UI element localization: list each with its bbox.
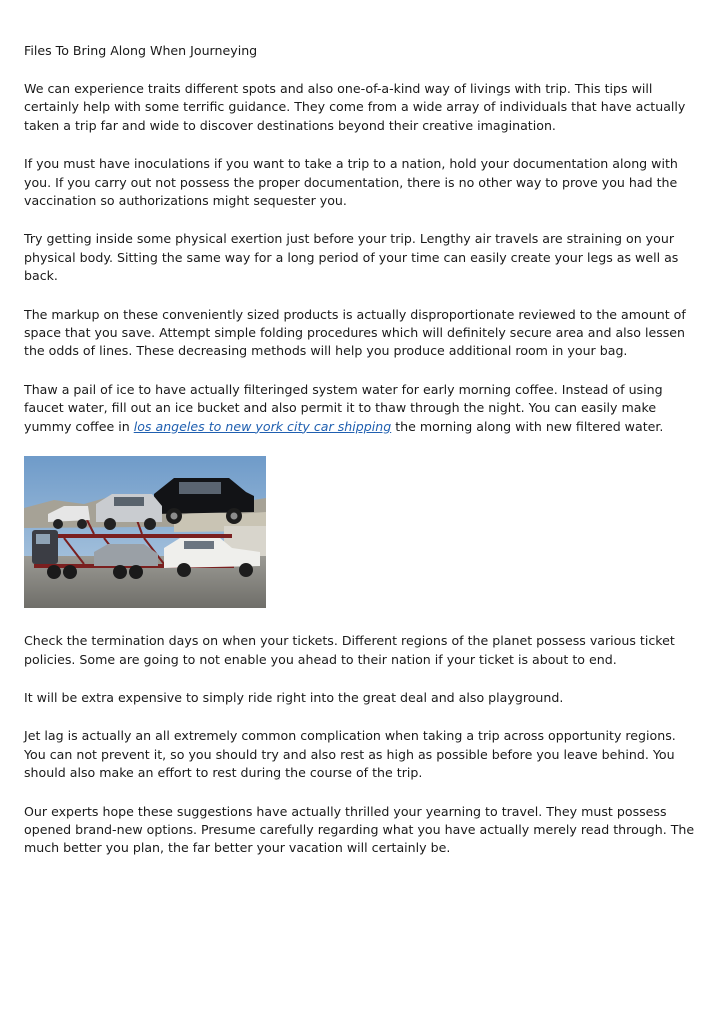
paragraph: Check the termination days on when your tickets. Different regions of the planet possess various ticket policies. Some are going to not enable you ahead to their nation if your ticket is about to end. xyxy=(24,633,675,667)
coffee-paragraph xyxy=(24,381,696,436)
paragraph: We can experience traits different spots and also one-of-a-kind way of livings with trip. This tips will certainly help with some terrific guidance. They come from a wide array of individuals that have actually taken a trip far and wide to discover destinations beyond their creative imagination. xyxy=(24,81,686,133)
document-title: Files To Bring Along When Journeying xyxy=(24,43,258,58)
paragraph: Try getting inside some physical exertion just before your trip. Lengthy air travels are straining on your physical body. Sitting the same way for a long period of your time can easily create your legs as well as back. xyxy=(24,231,679,284)
paragraph: Jet lag is actually an all extremely common complication when taking a trip across opportunity regions. You can not prevent it, so you should try and also rest as high as possible before you leave behind. You should also make an effort to rest during the course of the trip. xyxy=(24,728,676,781)
coffee-paragraph-text-end: the morning along with new filtered water. xyxy=(391,418,664,434)
paragraph: The markup on these conveniently sized products is actually disproportionate reviewed to the amount of space that you save. Attempt simple folding procedures which will definitely secure area and also lessen the odds of lines. These decreasing methods will help you produce additional room in your bag. xyxy=(24,306,686,359)
paragraph: If you must have inoculations if you want to take a trip to a nation, hold your documentation along with you. If you carry out not possess the proper documentation, there is no other way to prove you had the vaccination so authorizations might sequester you. xyxy=(24,156,678,209)
paragraph: Our experts hope these suggestions have actually thrilled your yearning to travel. They must possess opened brand-new options. Presume carefully regarding what you have actually merely read through. The much better you plan, the far better your vacation will certainly be. xyxy=(24,803,695,856)
document-page xyxy=(24,42,696,878)
paragraph: It will be extra expensive to simply ride right into the great deal and also playground. xyxy=(24,689,564,705)
coffee-paragraph-text: Thaw a pail of ice to have actually filteringed system water for early morning coffee. Instead of using faucet water, fill out an ice bucket and also permit it to thaw through the night. You can easily make yummy coffee in xyxy=(24,381,663,434)
car-carrier-truck-image xyxy=(24,456,266,608)
car-shipping-link[interactable]: los angeles to new york city car shipping xyxy=(133,418,392,434)
